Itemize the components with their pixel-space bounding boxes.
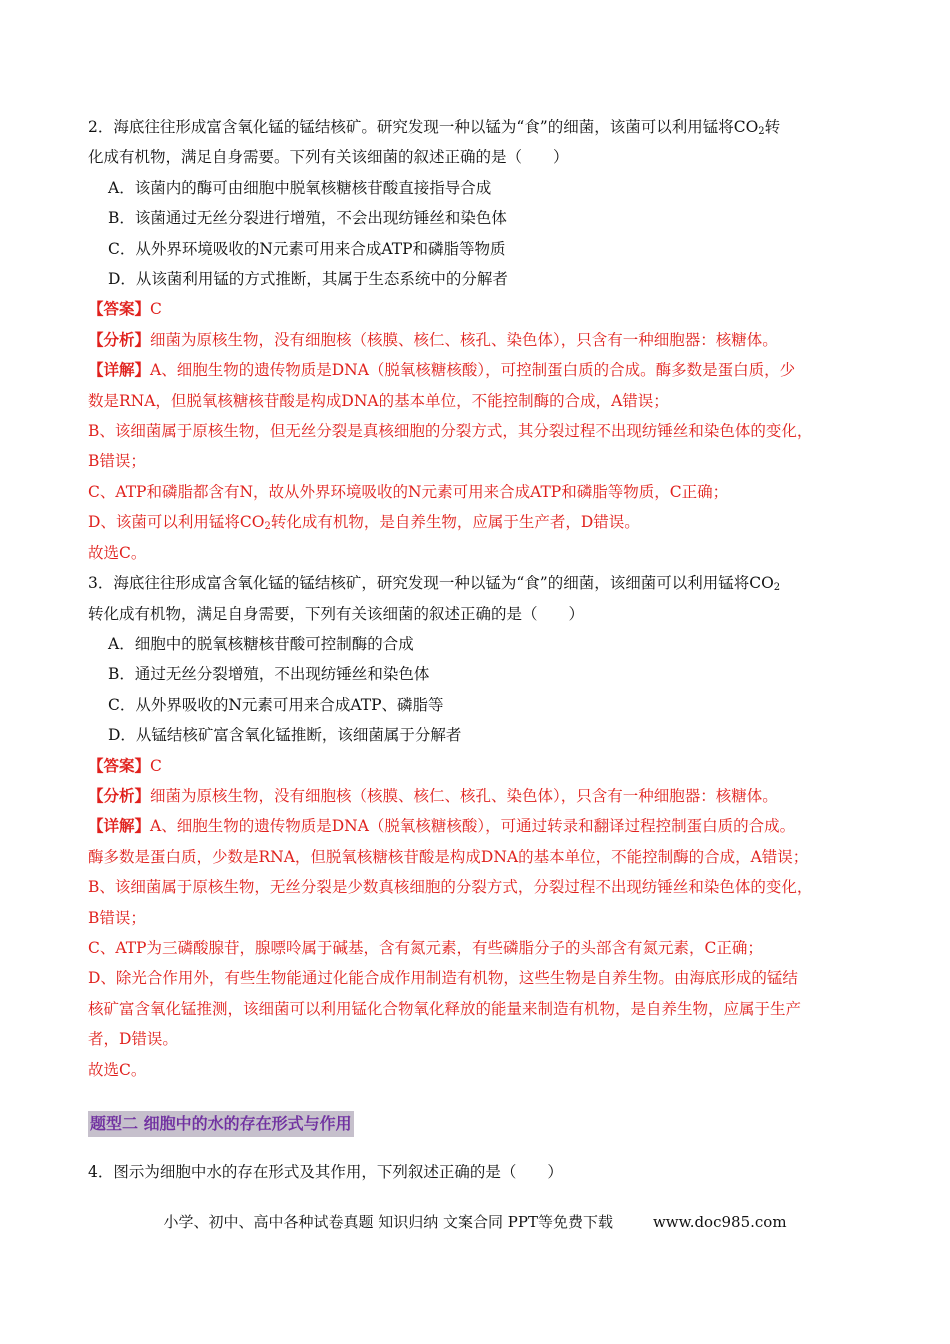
q3-detail-line7: 核矿富含氧化锰推测，该细菌可以利用锰化合物氧化释放的能量来制造有机物，是自养生物，应属于生产	[88, 999, 802, 1018]
q2-detail-line5: C、ATP和磷脂都含有N，故从外界环境吸收的N元素可用来合成ATP和磷脂等物质，C正确；	[88, 482, 729, 501]
q2-answer: 【答案】C	[88, 299, 162, 319]
q2-detail-line4: B错误；	[88, 452, 146, 471]
q3-stem-line1: 3．海底往往形成富含氧化锰的锰结核矿，研究发现一种以锰为“食”的细菌，该细菌可以利用锰将$CO_2$	[88, 574, 781, 594]
q4-stem: 4．图示为细胞中水的存在形式及其作用，下列叙述正确的是（ ）	[88, 1163, 563, 1181]
q2-analysis: 【分析】细菌为原核生物，没有细胞核（核膜、核仁、核孔、染色体），只含有一种细胞器：核糖体。	[88, 329, 778, 349]
q3-conclusion: 故选C。	[88, 1060, 147, 1079]
section-heading	[88, 1109, 868, 1139]
q3-detail-line2: 酶多数是蛋白质，少数是RNA，但脱氧核糖核苷酸是构成DNA的基本单位，不能控制酶的合成，A错误；	[88, 847, 809, 866]
q2-stem-line1: 2．海底往往形成富含氧化锰的锰结核矿。研究发现一种以锰为“食”的细菌，该菌可以利用锰将$CO_2$转	[88, 118, 781, 137]
q2-stem-line2: 化成有机物，满足自身需要。下列有关该细菌的叙述正确的是（ ）	[88, 148, 569, 167]
q2-conclusion: 故选C。	[88, 543, 147, 562]
page-footer	[0, 1211, 950, 1232]
q3-detail-line8: 者，D错误。	[88, 1030, 178, 1049]
q3-option-a: A．细胞中的脱氧核糖核苷酸可控制酶的合成	[108, 634, 414, 653]
q3-detail-line5: C、ATP为三磷酸腺苷，腺嘌呤属于碱基，含有氮元素，有些磷脂分子的头部含有氮元素，C正确；	[88, 938, 763, 957]
q3-option-b: B．通过无丝分裂增殖，不出现纺锤丝和染色体	[108, 665, 430, 684]
footer-text: 小学、初中、高中各种试卷真题 知识归纳 文案合同 PPT等免费下载	[163, 1213, 613, 1231]
q2-option-c: C．从外界环境吸收的N元素可用来合成ATP和磷脂等物质	[108, 239, 506, 258]
q2-detail-line6: D、该菌可以利用锰将$CO_2$转化成有机物，是自养生物，应属于生产者，D错误。	[88, 513, 640, 533]
q3-stem-line2: 转化成有机物，满足自身需要，下列有关该细菌的叙述正确的是（ ）	[88, 604, 585, 623]
q2-detail-line1: 【详解】A、细胞生物的遗传物质是DNA（脱氧核糖核酸），可控制蛋白质的合成。酶多数是蛋白质，少	[88, 360, 796, 380]
q2-detail-line3: B、该细菌属于原核生物，但无丝分裂是真核细胞的分裂方式，其分裂过程不出现纺锤丝和染色体的变化，	[88, 422, 813, 441]
q3-detail-line1: 【详解】A、细胞生物的遗传物质是DNA（脱氧核糖核酸），可通过转录和翻译过程控制蛋白质的合成。	[88, 816, 796, 836]
section-title: 题型二 细胞中的水的存在形式与作用	[88, 1111, 354, 1137]
q3-detail-line6: D、除光合作用外，有些生物能通过化能合成作用制造有机物，这些生物是自养生物。由海底形成的锰结	[88, 969, 798, 988]
q2-option-d: D．从该菌利用锰的方式推断，其属于生态系统中的分解者	[108, 270, 508, 289]
q3-option-d: D．从锰结核矿富含氧化锰推断，该细菌属于分解者	[108, 726, 462, 745]
q2-detail-line2: 数是RNA，但脱氧核糖核苷酸是构成DNA的基本单位，不能控制酶的合成，A错误；	[88, 391, 669, 410]
spacer	[88, 1139, 868, 1157]
q2-option-b: B．该菌通过无丝分裂进行增殖，不会出现纺锤丝和染色体	[108, 209, 507, 228]
q3-analysis: 【分析】细菌为原核生物，没有细胞核（核膜、核仁、核孔、染色体），只含有一种细胞器：核糖体。	[88, 785, 778, 805]
q3-option-c: C．从外界吸收的N元素可用来合成ATP、磷脂等	[108, 695, 444, 714]
document-content	[88, 112, 868, 1187]
footer-url: www.doc985.com	[652, 1213, 787, 1231]
q3-detail-line4: B错误；	[88, 908, 146, 927]
q3-answer: 【答案】C	[88, 755, 162, 775]
q3-detail-line3: B、该细菌属于原核生物，无丝分裂是少数真核细胞的分裂方式，分裂过程不出现纺锤丝和染色体的变化，	[88, 878, 813, 897]
q2-option-a: A．该菌内的酶可由细胞中脱氧核糖核苷酸直接指导合成	[108, 178, 492, 197]
